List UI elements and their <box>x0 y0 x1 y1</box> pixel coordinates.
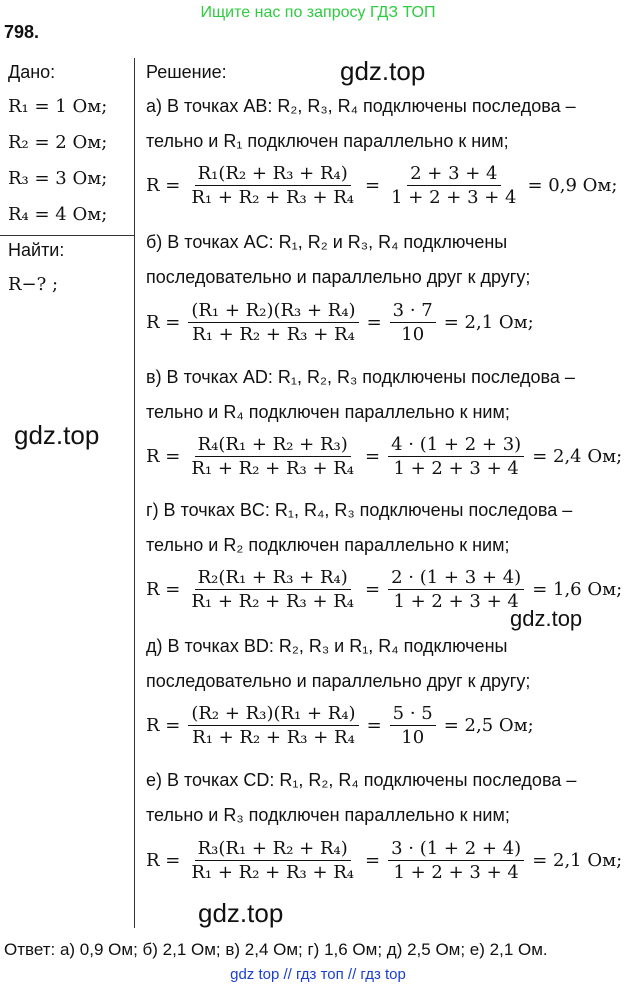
numerator: R₄(R₁ + R₂ + R₃) <box>195 434 351 457</box>
case-f-line1: е) В точках CD: R₁, R₂, R₄ подключены последова – <box>146 770 577 790</box>
equals-sign: = <box>366 715 382 736</box>
case-d-line2: тельно и R₂ подключен параллельно к ним; <box>146 535 510 555</box>
case-b-line2: последовательно и параллельно друг к другу; <box>146 267 531 287</box>
equals-sign: = <box>365 850 381 871</box>
fraction-symbolic <box>188 703 358 748</box>
numerator: 4 · (1 + 2 + 3) <box>388 434 524 457</box>
case-a-formula <box>146 163 617 208</box>
case-f-line2: тельно и R₃ подключен параллельно к ним; <box>146 805 510 825</box>
denominator: 10 <box>401 324 425 345</box>
top-search-link[interactable]: Ищите нас по запросу ГДЗ ТОП <box>200 4 436 21</box>
equals-sign: = <box>365 175 381 196</box>
numerator: R₃(R₁ + R₂ + R₄) <box>195 838 351 861</box>
case-b-formula <box>146 300 534 345</box>
numerator: 5 · 5 <box>390 703 436 726</box>
denominator: 1 + 2 + 3 + 4 <box>391 187 517 208</box>
numerator: 2 + 3 + 4 <box>407 163 500 186</box>
numerator: R₁(R₂ + R₃ + R₄) <box>195 163 351 186</box>
denominator: R₁ + R₂ + R₃ + R₄ <box>192 727 355 748</box>
r-label: R = <box>146 446 181 467</box>
case-e-formula <box>146 703 534 748</box>
denominator: 1 + 2 + 3 + 4 <box>393 862 519 883</box>
given-r4: R₄ = 4 Ом; <box>8 204 108 225</box>
denominator: R₁ + R₂ + R₃ + R₄ <box>191 458 355 479</box>
numerator: 3 · (1 + 2 + 4) <box>388 838 524 861</box>
find-title: Найти: <box>8 240 65 260</box>
result: = 2,1 Ом; <box>443 312 534 333</box>
watermark-2: gdz.top <box>14 420 100 450</box>
result: = 2,5 Ом; <box>443 715 534 736</box>
answer: Ответ: а) 0,9 Ом; б) 2,1 Ом; в) 2,4 Ом; г) 1,6 Ом; д) 2,5 Ом; е) 2,1 Ом. <box>4 940 548 959</box>
result: = 0,9 Ом; <box>527 175 618 196</box>
r-label: R = <box>146 175 181 196</box>
r-label: R = <box>146 850 181 871</box>
case-c-line1: в) В точках AD: R₁, R₂, R₃ подключены последова – <box>146 367 575 387</box>
fraction-numeric <box>388 434 524 479</box>
case-e-line1: д) В точках BD: R₂, R₃ и R₁, R₄ подключены <box>146 636 508 656</box>
denominator: R₁ + R₂ + R₃ + R₄ <box>192 324 355 345</box>
numerator: (R₁ + R₂)(R₃ + R₄) <box>188 300 358 323</box>
problem-number: 798. <box>4 22 40 42</box>
fraction-numeric <box>390 703 436 748</box>
equals-sign: = <box>365 446 381 467</box>
denominator: R₁ + R₂ + R₃ + R₄ <box>191 862 355 883</box>
footer-link[interactable]: gdz top // гдз топ // гдз top <box>230 966 406 983</box>
equals-sign: = <box>366 312 382 333</box>
fraction-symbolic <box>188 163 357 208</box>
case-a-line1: а) В точках AB: R₂, R₃, R₄ подключены последова – <box>146 96 576 116</box>
fraction-symbolic <box>188 300 358 345</box>
r-label: R = <box>146 579 181 600</box>
numerator: R₂(R₁ + R₃ + R₄) <box>195 567 351 590</box>
fraction-symbolic <box>188 434 357 479</box>
case-b-line1: б) В точках AC: R₁, R₂ и R₃, R₄ подключены <box>146 232 508 252</box>
numerator: 2 · (1 + 3 + 4) <box>388 567 524 590</box>
given-divider-horizontal <box>0 235 134 236</box>
fraction-numeric <box>388 163 519 208</box>
equals-sign: = <box>365 579 381 600</box>
watermark-1: gdz.top <box>340 56 426 86</box>
solution-title: Решение: <box>146 62 227 82</box>
watermark-4: gdz.top <box>198 898 284 928</box>
denominator: 1 + 2 + 3 + 4 <box>393 458 519 479</box>
case-d-line1: г) В точках BC: R₁, R₄, R₃ подключены последова – <box>146 500 573 520</box>
fraction-numeric <box>388 838 524 883</box>
case-a-line2: тельно и R₁ подключен параллельно к ним; <box>146 131 509 151</box>
denominator: R₁ + R₂ + R₃ + R₄ <box>191 591 355 612</box>
numerator: 3 · 7 <box>390 300 436 323</box>
numerator: (R₂ + R₃)(R₁ + R₄) <box>188 703 358 726</box>
fraction-numeric <box>390 300 436 345</box>
case-e-line2: последовательно и параллельно друг к другу; <box>146 671 531 691</box>
given-r3: R₃ = 3 Ом; <box>8 168 108 189</box>
result: = 2,1 Ом; <box>532 850 623 871</box>
watermark-3: gdz.top <box>510 606 583 631</box>
case-c-line2: тельно и R₄ подключен параллельно к ним; <box>146 402 510 422</box>
given-r1: R₁ = 1 Ом; <box>8 96 108 117</box>
r-label: R = <box>146 715 181 736</box>
given-r2: R₂ = 2 Ом; <box>8 132 108 153</box>
r-label: R = <box>146 312 181 333</box>
given-divider-vertical <box>134 58 135 928</box>
fraction-symbolic <box>188 567 357 612</box>
denominator: 1 + 2 + 3 + 4 <box>393 591 519 612</box>
fraction-symbolic <box>188 838 357 883</box>
denominator: 10 <box>401 727 425 748</box>
denominator: R₁ + R₂ + R₃ + R₄ <box>191 187 355 208</box>
result: = 2,4 Ом; <box>532 446 623 467</box>
find-value: R−? ; <box>8 274 59 295</box>
case-f-formula <box>146 838 622 883</box>
fraction-numeric <box>388 567 524 612</box>
case-c-formula <box>146 434 622 479</box>
result: = 1,6 Ом; <box>532 579 623 600</box>
given-title: Дано: <box>8 62 56 82</box>
